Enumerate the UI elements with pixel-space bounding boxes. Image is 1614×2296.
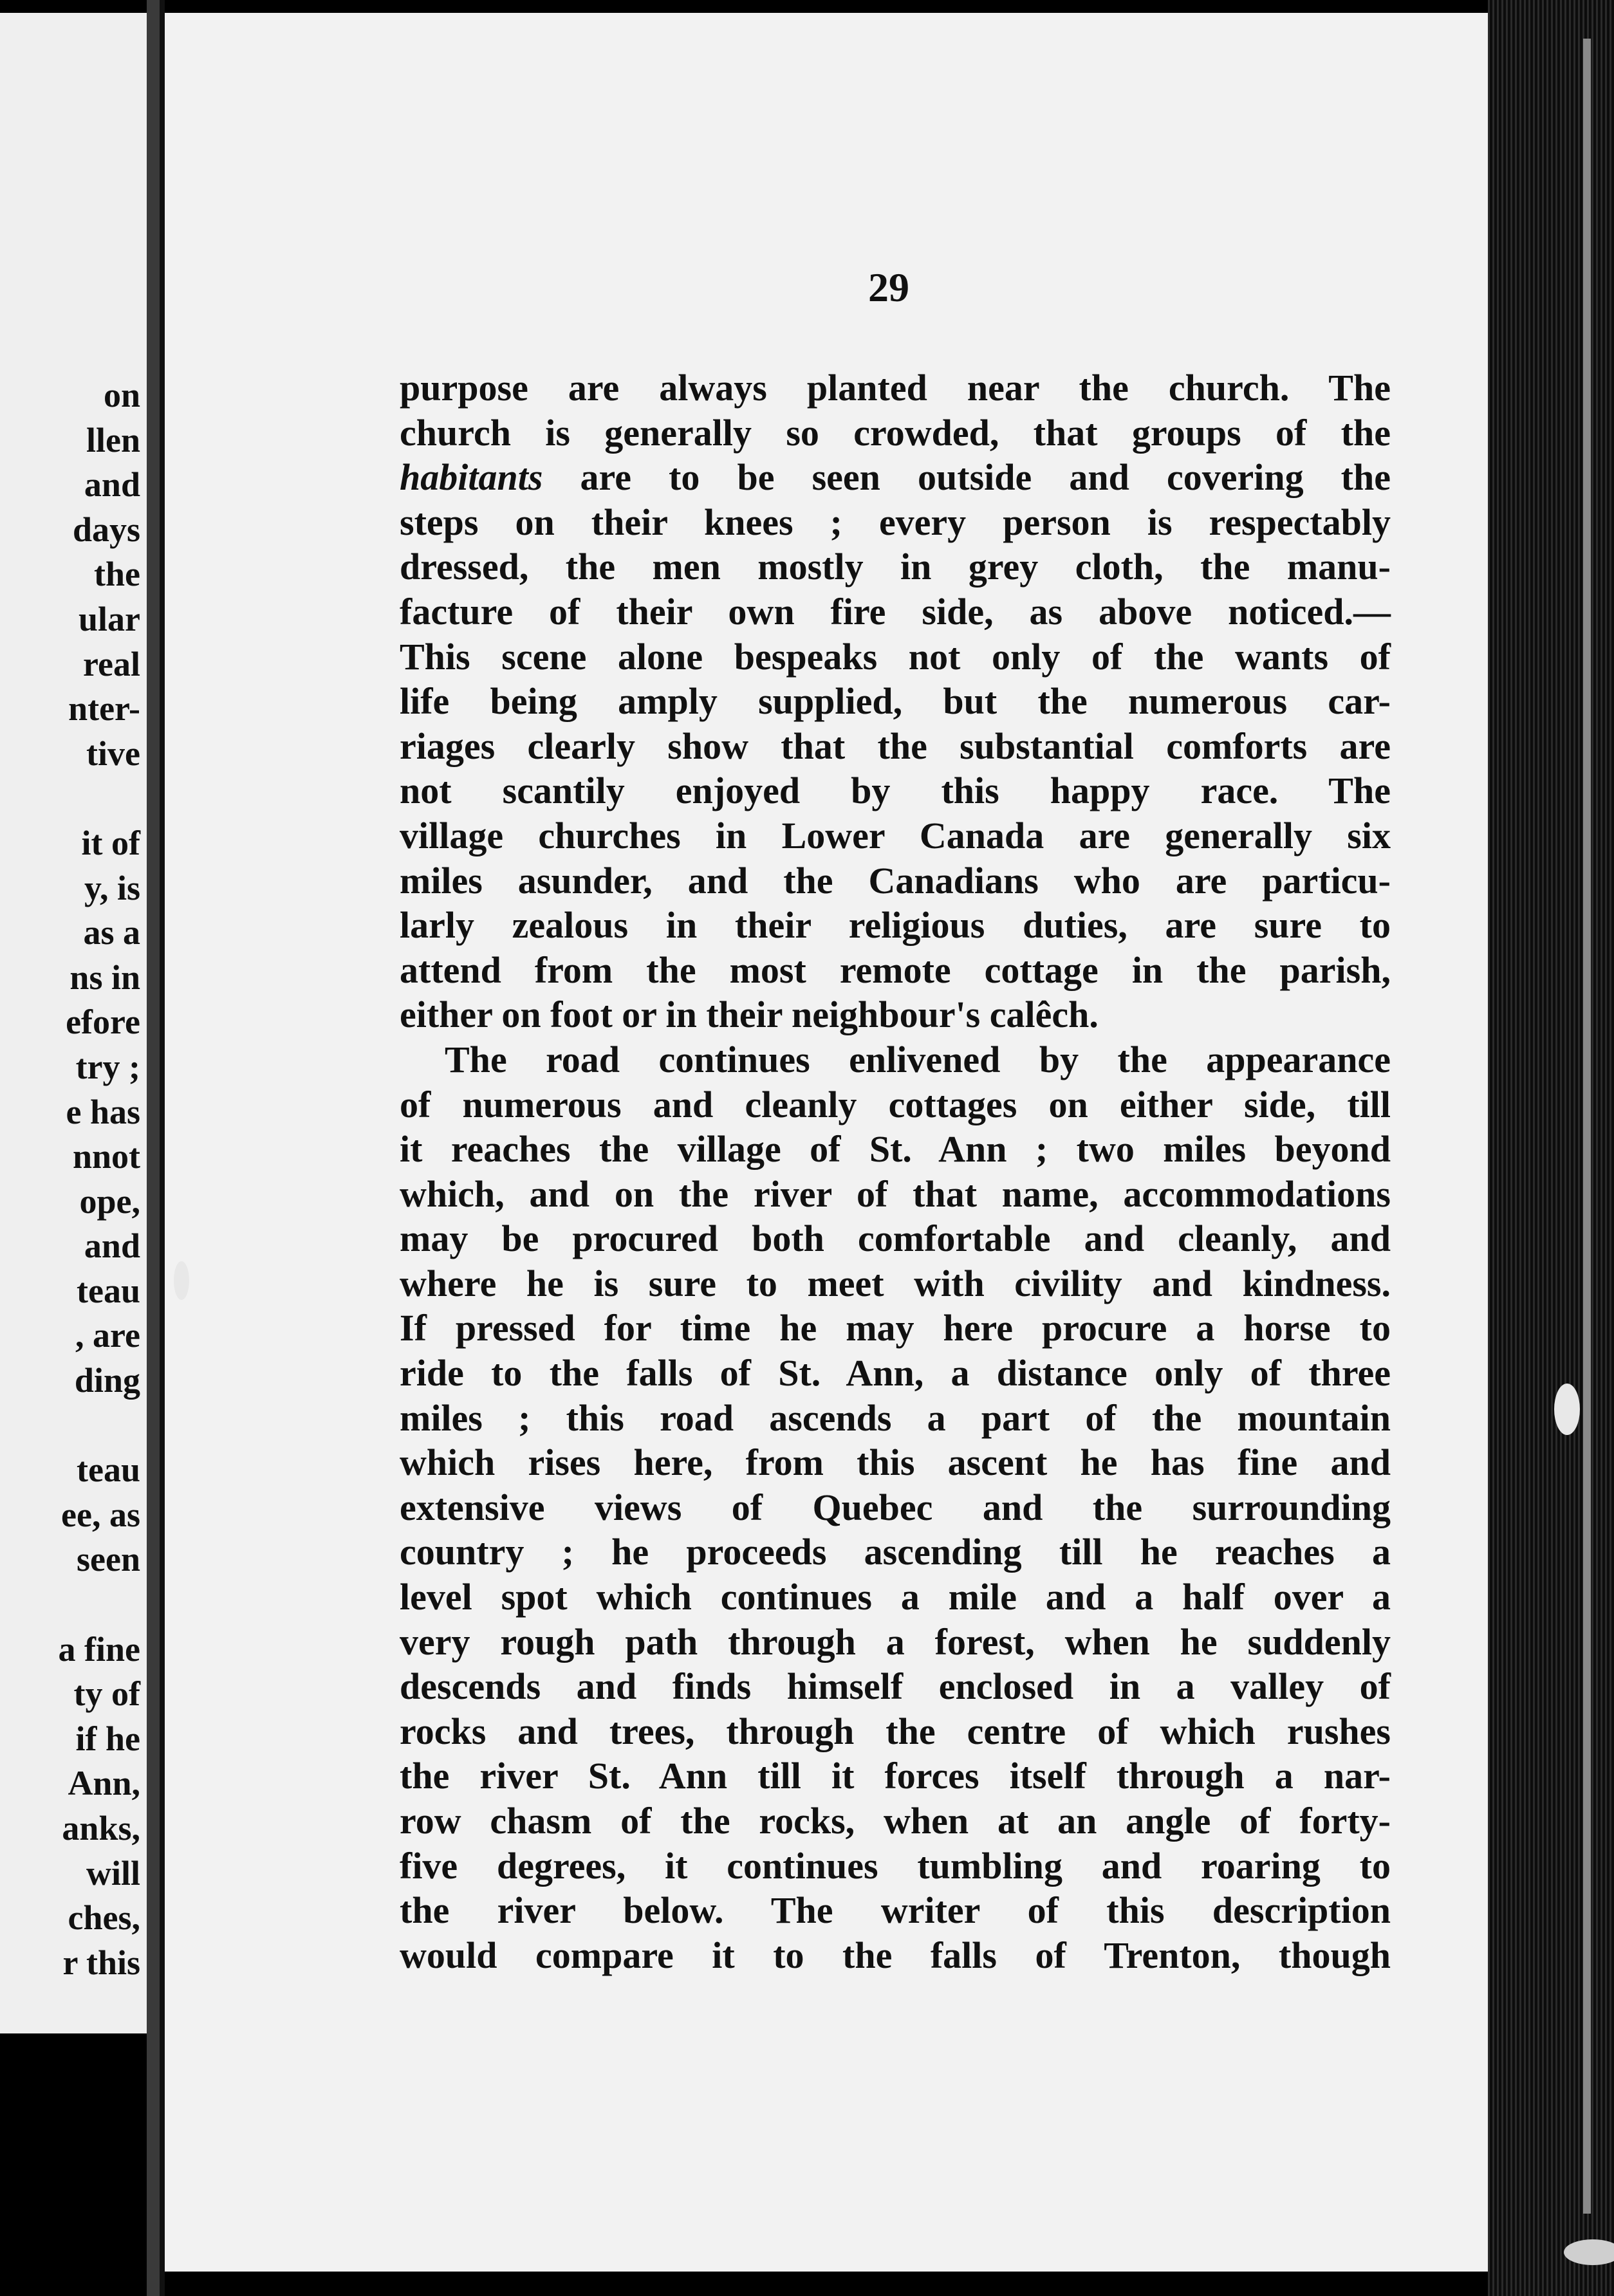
text-line: which, and on the river of that name, accommodations — [400, 1172, 1391, 1215]
previous-page-line: a fine — [58, 1629, 140, 1669]
text-line: larly zealous in their religious duties, are sure to — [400, 904, 1391, 947]
book-gutter — [147, 0, 160, 2296]
page — [165, 13, 1488, 2272]
text-line: church is generally so crowded, that groups of the — [400, 411, 1391, 454]
text-line: where he is sure to meet with civility and kindness. — [400, 1262, 1391, 1304]
previous-page-line: teau — [77, 1450, 140, 1490]
previous-page-line: e has — [66, 1092, 140, 1131]
text-line: which rises here, from this ascent he has fine and — [400, 1441, 1391, 1484]
previous-page-text — [0, 373, 140, 1985]
text-line: If pressed for time he may here procure a horse to — [400, 1307, 1391, 1349]
previous-page-line: real — [83, 644, 140, 683]
text-line — [400, 455, 1391, 500]
text-line: village churches in Lower Canada are generally six — [400, 814, 1391, 856]
text-line: life being amply supplied, but the numerous car- — [400, 680, 1391, 723]
page-edge-highlight — [1583, 39, 1591, 2214]
text-line: extensive views of Quebec and the surrounding — [400, 1486, 1391, 1528]
previous-page-fragment — [0, 13, 147, 2033]
text-line: row chasm of the rocks, when at an angle of forty- — [400, 1800, 1391, 1842]
previous-page-line: , are — [75, 1316, 140, 1355]
previous-page-line: the — [94, 555, 140, 594]
previous-page-line: nnot — [72, 1137, 140, 1176]
previous-page-line: ns in — [70, 958, 140, 997]
scan-speck — [1554, 1384, 1580, 1435]
previous-page-line: days — [72, 510, 140, 549]
text-line: descends and finds himself enclosed in a valley of — [400, 1665, 1391, 1708]
previous-page-line: ee, as — [61, 1495, 140, 1534]
line-text: are to be seen outside and covering the — [543, 456, 1391, 499]
text-line: not scantily enjoyed by this happy race. The — [400, 770, 1391, 812]
previous-page-line: and — [84, 465, 140, 505]
previous-page-line: and — [84, 1227, 140, 1266]
text-line: the river St. Ann till it forces itself through a nar- — [400, 1755, 1391, 1797]
previous-page-line: try ; — [75, 1047, 140, 1086]
previous-page-line: anks, — [62, 1809, 140, 1847]
text-line: it reaches the village of St. Ann ; two miles beyond — [400, 1128, 1391, 1171]
text-line: either on foot or in their neighbour's calêch. — [400, 994, 1099, 1036]
previous-page-line: Ann, — [68, 1764, 140, 1803]
previous-page-line: nter- — [68, 689, 140, 728]
text-line: miles asunder, and the Canadians who are particu- — [400, 859, 1391, 902]
text-line: the river below. The writer of this description — [400, 1889, 1391, 1932]
page-number: 29 — [868, 264, 909, 310]
text-line: dressed, the men mostly in grey cloth, the manu- — [400, 546, 1391, 588]
text-line: would compare it to the falls of Trenton, though — [400, 1934, 1391, 1976]
previous-page-line: ding — [74, 1361, 140, 1400]
text-line: The road continues enlivened by the appearance — [445, 1038, 1391, 1080]
previous-page-line: llen — [86, 420, 140, 459]
previous-page-line: ty of — [73, 1674, 140, 1714]
text-line: country ; he proceeds ascending till he reaches a — [400, 1531, 1391, 1573]
text-line: miles ; this road ascends a part of the mountain — [400, 1396, 1391, 1439]
previous-page-line: on — [103, 376, 140, 414]
previous-page-line: y, is — [84, 868, 140, 907]
previous-page-line: seen — [77, 1540, 140, 1579]
page-edges — [1488, 0, 1614, 2296]
text-line: attend from the most remote cottage in the parish, — [400, 949, 1391, 991]
text-line: facture of their own fire side, as above noticed.— — [400, 590, 1391, 633]
previous-page-line: as a — [83, 913, 140, 952]
text-line: very rough path through a forest, when he suddenly — [400, 1620, 1391, 1663]
text-line: ride to the falls of St. Ann, a distance only of three — [400, 1352, 1391, 1394]
previous-page-line: it of — [81, 823, 140, 862]
previous-page-line: r this — [62, 1943, 140, 1982]
previous-page-line: ular — [78, 599, 140, 638]
text-line: purpose are always planted near the church. The — [400, 367, 1391, 409]
previous-page-line: teau — [77, 1271, 140, 1310]
previous-page-line — [0, 1582, 140, 1627]
text-line: level spot which continues a mile and a half over a — [400, 1576, 1391, 1618]
previous-page-line: ches, — [68, 1898, 140, 1938]
text-line: steps on their knees ; every person is respectably — [400, 501, 1391, 543]
scan-speck — [174, 1261, 189, 1300]
previous-page-line — [0, 1403, 140, 1449]
text-line: rocks and trees, through the centre of which rushes — [400, 1710, 1391, 1752]
page-body-text — [400, 366, 1391, 1977]
italic-word: habitants — [400, 456, 543, 499]
previous-page-line: efore — [66, 1003, 140, 1042]
previous-page-line: if he — [75, 1719, 140, 1758]
text-line: This scene alone bespeaks not only of the wants of — [400, 635, 1391, 678]
previous-page-line: ope, — [79, 1181, 140, 1221]
text-line: may be procured both comfortable and cleanly, and — [400, 1217, 1391, 1260]
previous-page-line: will — [86, 1853, 140, 1893]
text-line: of numerous and cleanly cottages on either side, till — [400, 1083, 1391, 1125]
book-gutter-shadow — [160, 0, 165, 2296]
previous-page-line — [0, 776, 140, 821]
previous-page-line: tive — [86, 734, 140, 773]
text-line: riages clearly show that the substantial comforts are — [400, 725, 1391, 767]
text-line: five degrees, it continues tumbling and roaring to — [400, 1844, 1391, 1887]
